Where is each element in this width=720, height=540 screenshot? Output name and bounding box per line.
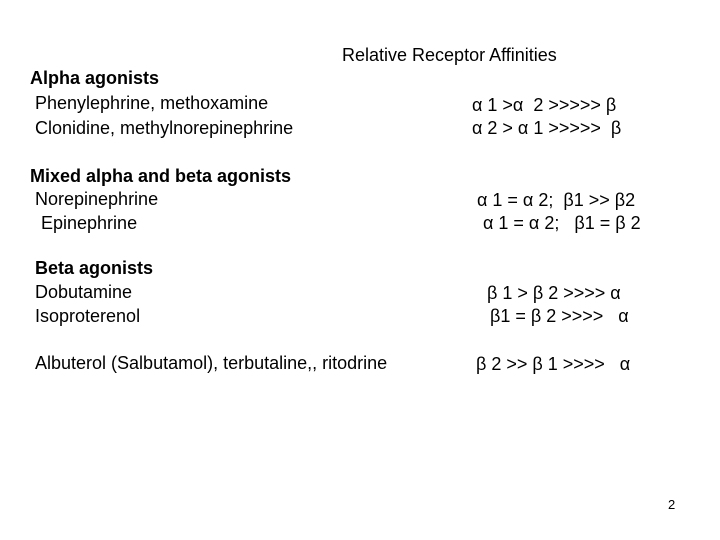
affinity-isoproterenol: β1 = β 2 >>>> α: [490, 306, 629, 326]
affinity-dobutamine: β 1 > β 2 >>>> α: [487, 283, 621, 303]
drug-epinephrine: Epinephrine: [41, 213, 138, 233]
drug-dobutamine: Dobutamine: [35, 282, 133, 302]
drug-albuterol: Albuterol (Salbutamol), terbutaline,, ritodrine: [35, 353, 388, 373]
affinity-epinephrine: α 1 = α 2; β1 = β 2: [483, 213, 641, 233]
page-title: Relative Receptor Affinities: [342, 45, 557, 65]
page-number: 2: [668, 497, 676, 512]
drug-isoproterenol: Isoproterenol: [35, 306, 141, 326]
drug-clonidine: Clonidine, methylnorepinephrine: [35, 118, 294, 138]
affinity-clonidine: α 2 > α 1 >>>>> β: [472, 118, 622, 138]
affinity-phenylephrine: α 1 >α 2 >>>>> β: [472, 95, 617, 115]
drug-phenylephrine: Phenylephrine, methoxamine: [35, 93, 269, 113]
affinity-albuterol: β 2 >> β 1 >>>> α: [476, 354, 631, 374]
alpha-agonists-heading: Alpha agonists: [30, 68, 160, 88]
mixed-agonists-heading: Mixed alpha and beta agonists: [30, 166, 292, 186]
affinity-norepinephrine: α 1 = α 2; β1 >> β2: [477, 190, 636, 210]
beta-agonists-heading: Beta agonists: [35, 258, 154, 278]
drug-norepinephrine: Norepinephrine: [35, 189, 159, 209]
